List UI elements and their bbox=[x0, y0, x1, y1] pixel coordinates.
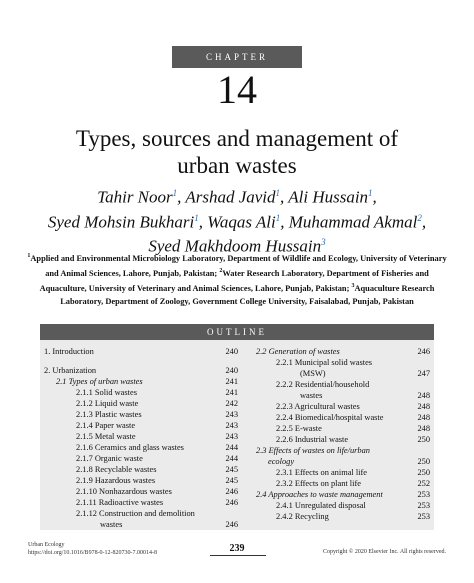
outline-entry-label: 2.1.10 Nonhazardous wastes bbox=[76, 487, 172, 496]
outline-entry[interactable] bbox=[44, 486, 238, 497]
outline-entry[interactable] bbox=[44, 365, 238, 376]
author-sep: , bbox=[280, 212, 289, 232]
outline-entry[interactable] bbox=[44, 431, 238, 442]
author-affil-sup[interactable]: 1 bbox=[172, 188, 178, 198]
footer-book: Urban Ecology bbox=[28, 542, 65, 548]
outline-entry-label: 2.1.9 Hazardous wastes bbox=[76, 476, 156, 485]
title-line-2: urban wastes bbox=[177, 153, 297, 178]
outline-heading: OUTLINE bbox=[40, 324, 434, 340]
outline-entry-label: 2.2.6 Industrial waste bbox=[276, 435, 349, 444]
outline-entry-label: 2.2.5 E-waste bbox=[276, 424, 322, 433]
outline-entry-page: 240 bbox=[225, 366, 238, 375]
outline-entry-page bbox=[408, 445, 430, 456]
outline-entry[interactable] bbox=[44, 497, 238, 508]
outline-entry-page: 252 bbox=[417, 479, 430, 488]
outline-entry[interactable] bbox=[244, 379, 430, 390]
outline-entry-page: 246 bbox=[225, 498, 238, 507]
chapter-number: 14 bbox=[217, 67, 257, 112]
outline-entry[interactable] bbox=[244, 478, 430, 489]
outline-entry[interactable] bbox=[244, 500, 430, 511]
outline-entry[interactable] bbox=[244, 511, 430, 522]
outline-entry[interactable] bbox=[244, 401, 430, 412]
outline-entry[interactable] bbox=[44, 464, 238, 475]
outline-entry[interactable] bbox=[44, 376, 238, 387]
outline-entry-page: 240 bbox=[225, 347, 238, 356]
outline-entry-page: 243 bbox=[225, 410, 238, 419]
outline-entry-label: 2.3 Effects of wastes on life/urban bbox=[256, 446, 370, 455]
outline-entry-label: 2.1.2 Liquid waste bbox=[76, 399, 139, 408]
outline-entry-page bbox=[216, 508, 238, 519]
affil-text: Aquaculture Research Laboratory, Department of Zoology, Government College University, Faisalabad, Punjab, Pakistan bbox=[60, 283, 435, 307]
outline-entry-page: 246 bbox=[225, 487, 238, 496]
outline-entry[interactable] bbox=[244, 467, 430, 478]
outline-entry[interactable] bbox=[244, 434, 430, 445]
author-affil-sup[interactable]: 1 bbox=[275, 188, 281, 198]
outline-entry[interactable] bbox=[244, 423, 430, 434]
author-sep: , bbox=[372, 187, 377, 207]
outline-entry-label: 2.1.5 Metal waste bbox=[76, 432, 136, 441]
outline-entry-page: 243 bbox=[225, 432, 238, 441]
outline-entry[interactable] bbox=[244, 456, 430, 467]
title-line-1: Types, sources and management of bbox=[75, 126, 399, 151]
outline-entry[interactable] bbox=[244, 489, 430, 500]
page-number: 239 bbox=[229, 543, 245, 554]
outline-entry-page: 246 bbox=[417, 347, 430, 356]
affil-sup: 1 bbox=[27, 253, 31, 259]
outline-entry-page: 246 bbox=[225, 520, 238, 529]
footer-doi-link[interactable]: https://doi.org/10.1016/B978-0-12-820730-7.00014-8 bbox=[28, 550, 158, 556]
author-list bbox=[20, 183, 454, 257]
author-line-2 bbox=[20, 208, 454, 233]
outline-entry-label: 2.1.7 Organic waste bbox=[76, 454, 143, 463]
outline-entry-page: 253 bbox=[417, 501, 430, 510]
outline-entry-label: 2.1.3 Plastic wastes bbox=[76, 410, 142, 419]
outline-entry[interactable] bbox=[44, 508, 238, 519]
outline-entry-label: 2.4.1 Unregulated disposal bbox=[276, 501, 366, 510]
outline-entry-page: 245 bbox=[225, 476, 238, 485]
outline-entry-label: 2.3.2 Effects on plant life bbox=[276, 479, 361, 488]
author-affil-sup[interactable]: 1 bbox=[368, 188, 373, 198]
outline-entry[interactable] bbox=[244, 445, 430, 456]
author-name: Waqas Ali bbox=[207, 212, 276, 232]
outline-entry[interactable] bbox=[244, 357, 430, 368]
affiliations bbox=[26, 250, 448, 309]
outline-entry[interactable] bbox=[44, 398, 238, 409]
outline-entry-label: 2.1.8 Recyclable wastes bbox=[76, 465, 157, 474]
outline-entry-page: 241 bbox=[225, 377, 238, 386]
outline-entry-label: 2. Urbanization bbox=[44, 366, 97, 375]
page-number-rule bbox=[210, 555, 266, 556]
outline-entry-page: 253 bbox=[417, 512, 430, 521]
outline-entry-page: 250 bbox=[417, 457, 430, 466]
outline-entry-page bbox=[408, 357, 430, 368]
outline-entry-page: 248 bbox=[417, 424, 430, 433]
author-affil-sup[interactable]: 2 bbox=[417, 212, 422, 223]
outline-entry[interactable] bbox=[44, 409, 238, 420]
outline-entry-label: 1. Introduction bbox=[44, 347, 94, 356]
affil-sup: 2 bbox=[219, 268, 223, 275]
outline-entry[interactable] bbox=[244, 346, 430, 357]
author-affil-sup[interactable]: 1 bbox=[275, 212, 281, 223]
outline-entry[interactable] bbox=[44, 519, 238, 530]
outline-entry-label: 2.4.2 Recycling bbox=[276, 512, 329, 521]
outline-entry-label: ecology bbox=[268, 457, 295, 466]
outline-entry[interactable] bbox=[244, 412, 430, 423]
outline-entry-page: 247 bbox=[417, 369, 430, 378]
author-name: Muhammad Akmal bbox=[288, 212, 418, 232]
outline-entry-label: 2.1.11 Radioactive wastes bbox=[76, 498, 164, 507]
author-sep: , bbox=[421, 212, 427, 232]
outline-entry-page: 243 bbox=[225, 421, 238, 430]
affil-sup: 3 bbox=[351, 283, 355, 290]
outline-entry-page: 248 bbox=[417, 391, 430, 400]
outline-entry-label: 2.2.4 Biomedical/hospital waste bbox=[276, 413, 384, 422]
outline-entry-label: 2.2.1 Municipal solid wastes bbox=[276, 358, 373, 367]
outline-entry-page: 244 bbox=[225, 443, 238, 452]
author-sep: , bbox=[177, 187, 186, 207]
outline-entry-page: 250 bbox=[417, 435, 430, 444]
outline-entry-page: 250 bbox=[417, 468, 430, 477]
author-name: Ali Hussain bbox=[288, 187, 369, 207]
outline-box bbox=[40, 340, 434, 530]
outline-entry[interactable] bbox=[44, 387, 238, 398]
outline-entry-label: 2.4 Approaches to waste management bbox=[256, 490, 383, 499]
outline-entry-label: 2.3.1 Effects on animal life bbox=[276, 468, 368, 477]
outline-entry-label: wastes bbox=[100, 520, 123, 529]
outline-entry-label: 2.2.2 Residential/household bbox=[276, 380, 370, 389]
affil-text: Water Research Laboratory, Department of Fisheries and Aquaculture, University of Veterinary and Animal Sciences, Lahore, Punjab, Pakistan; bbox=[39, 268, 429, 293]
outline-entry-page: 253 bbox=[417, 490, 430, 499]
author-name: Syed Mohsin Bukhari bbox=[47, 212, 195, 232]
outline-entry[interactable] bbox=[244, 368, 430, 379]
outline-entry-label: 2.2.3 Agricultural wastes bbox=[276, 402, 360, 411]
outline-left-column bbox=[44, 346, 238, 530]
outline-entry[interactable] bbox=[44, 442, 238, 453]
outline-entry-page: 245 bbox=[225, 465, 238, 474]
outline-entry-label: 2.1.12 Construction and demolition bbox=[76, 509, 195, 518]
outline-entry[interactable] bbox=[44, 453, 238, 464]
outline-entry-label: 2.1.4 Paper waste bbox=[76, 421, 136, 430]
outline-entry-label: wastes bbox=[300, 391, 323, 400]
affil-text: Applied and Environmental Microbiology Laboratory, Department of Wildlife and Ecology, University of Veterinary and Animal Sciences, Lahore, Punjab, Pakistan; bbox=[30, 253, 447, 278]
outline-entry-page: 242 bbox=[225, 399, 238, 408]
outline-spacer bbox=[44, 357, 238, 365]
outline-entry[interactable] bbox=[44, 475, 238, 486]
author-affil-sup[interactable]: 3 bbox=[321, 237, 326, 248]
chapter-label: CHAPTER bbox=[172, 46, 302, 68]
author-name: Tahir Noor bbox=[97, 187, 173, 207]
outline-entry-page bbox=[408, 379, 430, 390]
chapter-title bbox=[20, 125, 454, 179]
footer-copyright: Copyright © 2020 Elsevier Inc. All rights reserved. bbox=[322, 549, 446, 555]
outline-right-column bbox=[244, 346, 430, 522]
author-sep: , bbox=[198, 212, 208, 232]
outline-entry-page: 244 bbox=[225, 454, 238, 463]
outline-entry-page: 241 bbox=[225, 388, 238, 397]
outline-entry-label: 2.1.1 Solid wastes bbox=[76, 388, 137, 397]
author-affil-sup[interactable]: 1 bbox=[194, 212, 199, 223]
author-sep: , bbox=[280, 187, 289, 207]
outline-entry-page: 248 bbox=[417, 402, 430, 411]
author-name: Syed Makhdoom Hussain bbox=[148, 236, 322, 256]
outline-entry[interactable] bbox=[244, 390, 430, 401]
outline-entry[interactable] bbox=[44, 420, 238, 431]
author-line-1 bbox=[20, 183, 454, 208]
outline-entry-label: (MSW) bbox=[300, 369, 326, 378]
outline-entry-page: 248 bbox=[417, 413, 430, 422]
outline-entry[interactable] bbox=[44, 346, 238, 357]
outline-entry-label: 2.1.6 Ceramics and glass wastes bbox=[76, 443, 184, 452]
outline-entry-label: 2.1 Types of urban wastes bbox=[56, 377, 143, 386]
outline-entry-label: 2.2 Generation of wastes bbox=[256, 347, 340, 356]
author-name: Arshad Javid bbox=[185, 187, 276, 207]
